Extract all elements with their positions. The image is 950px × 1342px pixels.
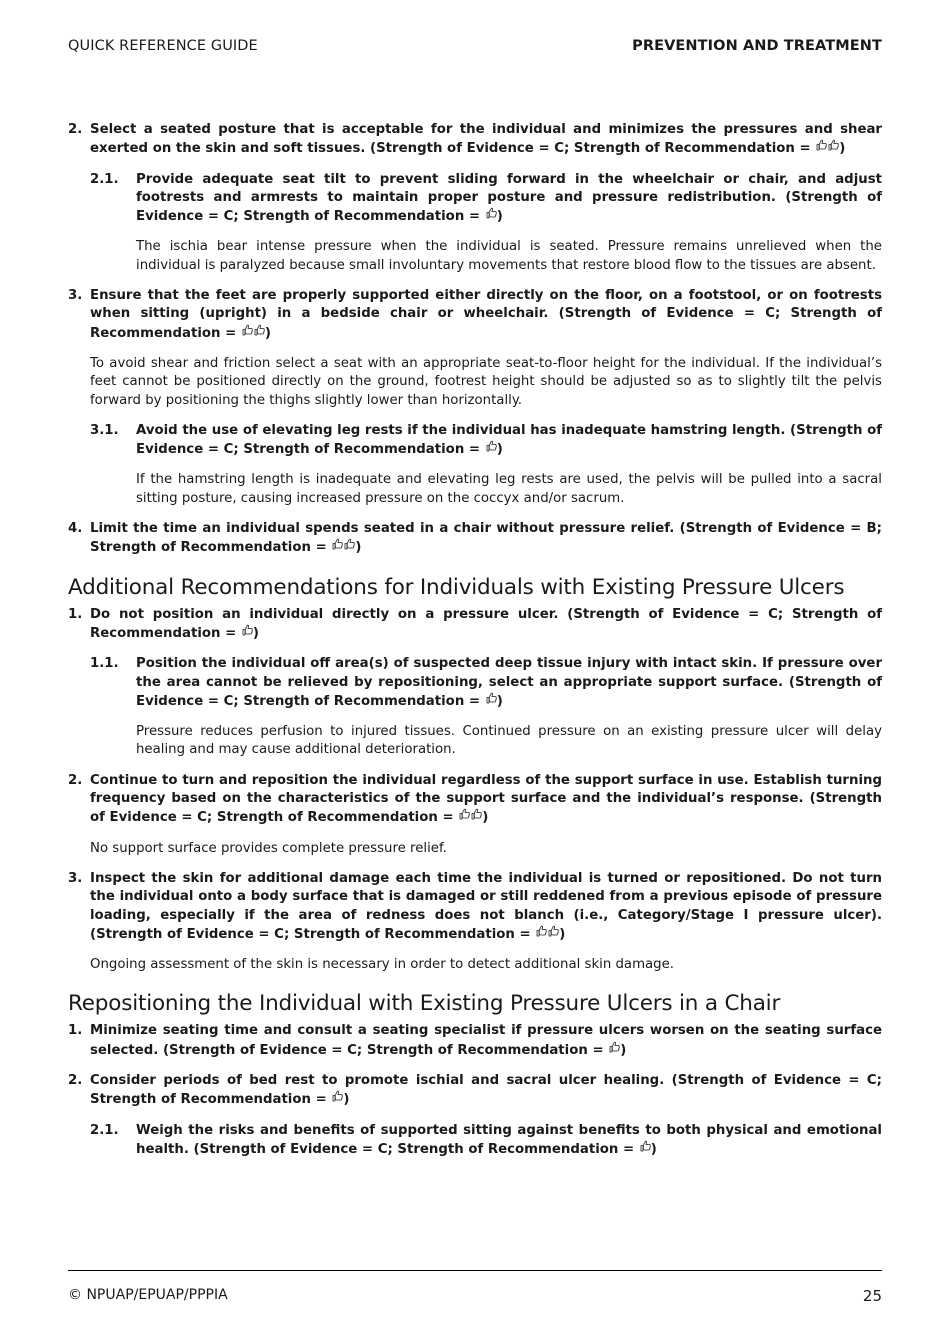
thumbs-up-icon: [459, 808, 470, 820]
running-header-left: QUICK REFERENCE GUIDE: [68, 38, 258, 54]
closing-paren: ): [482, 810, 489, 826]
recommendation-item: [68, 772, 882, 828]
statement: Provide adequate seat tilt to prevent sliding forward in the wheelchair or chair, and adjust footrests and armrests to maintain proper posture and pressure redistribution. (Strength of Evidence = C; Strength of Recommendation =: [136, 171, 882, 225]
recommendation-item: [68, 1022, 882, 1060]
thumbs-up-icon: [242, 324, 253, 336]
sub-recommendation: [90, 171, 882, 227]
closing-paren: ): [343, 1092, 350, 1108]
thumbs-up-icon: [486, 692, 497, 704]
recommendation-text: [90, 121, 882, 159]
item-number: 3.: [68, 288, 83, 304]
thumbs-up-icon: [332, 1090, 343, 1102]
recommendation-text: [136, 422, 882, 460]
statement: Weigh the risks and benefits of supported sitting against benefits to both physical and emotional health. (Strength of Evidence = C; Strength of Recommendation =: [136, 1122, 882, 1157]
item-number: 2.1.: [90, 171, 119, 187]
thumbs-up-icon: [332, 538, 343, 550]
statement: Ensure that the feet are properly supported either directly on the floor, on a footstool, or on footrests when sitting (upright) in a bedside chair or wheelchair. (Strength of Evidence = C; Strength of Recommendation =: [90, 288, 882, 341]
explanation-paragraph: Ongoing assessment of the skin is necessary in order to detect additional skin damage.: [90, 957, 675, 973]
statement: Minimize seating time and consult a seating specialist if pressure ulcers worsen on the seating surface selected. (Strength of Evidence = C; Strength of Recommendation =: [90, 1023, 882, 1058]
recommendation-text: [90, 606, 882, 644]
recommendation-text: [90, 287, 882, 343]
running-header-right: PREVENTION AND TREATMENT: [632, 38, 882, 54]
explanation-paragraph: If the hamstring length is inadequate and elevating leg rests are used, the pelvis will be pulled into a sacral sitting posture, causing increased pressure on the coccyx and/or sacrum.: [136, 472, 882, 506]
section-heading: Additional Recommendations for Individuals with Existing Pressure Ulcers: [68, 574, 845, 600]
thumbs-up-icon: [816, 139, 827, 151]
item-number: 2.: [68, 122, 83, 137]
statement: Continue to turn and reposition the individual regardless of the support surface in use. Establish turning frequency based on the characteristics of the support surface and the individual’s response. (Strength of Evidence = C; Strength of Recommendation =: [90, 772, 882, 826]
thumbs-up-icon: [548, 925, 559, 937]
thumbs-up-icon: [536, 925, 547, 937]
copyright: © NPUAP/EPUAP/PPPIA: [68, 1287, 228, 1303]
statement: Inspect the skin for additional damage each time the individual is turned or repositioned. Do not turn the individual onto a body surface that is damaged or still reddened from a previous episode of pressure loading, especially if the area of redness does not blanch (i.e., Category/Stage I pressure ulcer). (Strength of Evidence = C; Strength of Recommendation =: [90, 870, 882, 942]
closing-paren: ): [620, 1042, 627, 1058]
recommendation-text: [90, 520, 882, 558]
statement: Position the individual off area(s) of suspected deep tissue injury with intact skin. If pressure over the area cannot be relieved by repositioning, select an appropriate support surface. (Strength of Evidence = C; Strength of Recommendation =: [136, 656, 882, 709]
closing-paren: ): [650, 1141, 657, 1157]
thumbs-up-icon: [486, 440, 497, 452]
item-number: 1.: [68, 606, 83, 622]
statement: Do not position an individual directly on a pressure ulcer. (Strength of Evidence = C; Strength of Recommendation =: [90, 606, 882, 641]
statement: Consider periods of bed rest to promote ischial and sacral ulcer healing. (Strength of Evidence = C; Strength of Recommendation =: [90, 1072, 882, 1108]
thumbs-up-icon: [828, 139, 839, 151]
closing-paren: ): [264, 325, 271, 341]
closing-paren: ): [496, 442, 503, 458]
sub-recommendation: [90, 422, 882, 460]
sub-recommendation: [90, 655, 882, 711]
item-number: 3.1.: [90, 422, 119, 438]
recommendation-text: [136, 171, 882, 227]
item-number: 3.: [68, 870, 83, 886]
item-number: 2.1.: [90, 1122, 119, 1138]
sub-recommendation: [90, 1122, 882, 1160]
statement: Avoid the use of elevating leg rests if the individual has inadequate hamstring length. (Strength of Evidence = C; Strength of Recommendation =: [136, 422, 882, 458]
item-number: 1.1.: [90, 656, 119, 672]
page-number: 25: [862, 1287, 882, 1305]
recommendation-text: [90, 1022, 882, 1060]
explanation-paragraph: Pressure reduces perfusion to injured tissues. Continued pressure on an existing pressure ulcer will delay healing and may cause additional deterioration.: [136, 724, 882, 758]
explanation-paragraph: The ischia bear intense pressure when the individual is seated. Pressure remains unrelieved when the individual is paralyzed because small involuntary movements that restore blood flow to the tissues are absent.: [136, 239, 882, 273]
explanation-paragraph: No support surface provides complete pressure relief.: [90, 840, 447, 856]
recommendation-text: [90, 870, 882, 944]
footer-divider: [68, 1270, 882, 1271]
statement: Limit the time an individual spends seated in a chair without pressure relief. (Strength of Evidence = B; Strength of Recommendation =: [90, 521, 882, 556]
closing-paren: ): [355, 540, 362, 556]
explanation-paragraph: To avoid shear and friction select a seat with an appropriate seat-to-floor height for the individual. If the individual’s feet cannot be positioned directly on the ground, footrest height should be adjusted so as to slightly tilt the pelvis forward by positioning the thighs slightly lower than horizontally.: [90, 355, 882, 408]
recommendation-item: [68, 121, 882, 159]
recommendation-text: [90, 1072, 882, 1110]
recommendation-text: [136, 655, 882, 711]
thumbs-up-icon: [344, 538, 355, 550]
thumbs-up-icon: [640, 1140, 651, 1152]
recommendation-text: [90, 772, 882, 828]
recommendation-item: [68, 606, 882, 644]
item-number: 1.: [68, 1023, 83, 1039]
closing-paren: ): [252, 625, 259, 641]
statement: Select a seated posture that is acceptable for the individual and minimizes the pressures and shear exerted on the skin and soft tissues. (Strength of Evidence = C; Strength of Recommendation =: [90, 122, 882, 157]
thumbs-up-icon: [471, 808, 482, 820]
item-number: 2.: [68, 1072, 83, 1088]
recommendation-item: [68, 870, 882, 944]
thumbs-up-icon: [242, 624, 253, 636]
closing-paren: ): [496, 209, 503, 225]
closing-paren: ): [559, 926, 566, 942]
item-number: 2.: [68, 772, 83, 788]
thumbs-up-icon: [486, 207, 497, 219]
recommendation-item: [68, 1072, 882, 1110]
thumbs-up-icon: [254, 324, 265, 336]
thumbs-up-icon: [609, 1041, 620, 1053]
page-content: [68, 109, 882, 1159]
closing-paren: ): [496, 693, 503, 709]
section-heading: Repositioning the Individual with Existing Pressure Ulcers in a Chair: [68, 991, 781, 1017]
item-number: 4.: [68, 521, 83, 537]
closing-paren: ): [839, 141, 846, 157]
recommendation-item: [68, 520, 882, 558]
recommendation-text: [136, 1122, 882, 1160]
recommendation-item: [68, 287, 882, 343]
